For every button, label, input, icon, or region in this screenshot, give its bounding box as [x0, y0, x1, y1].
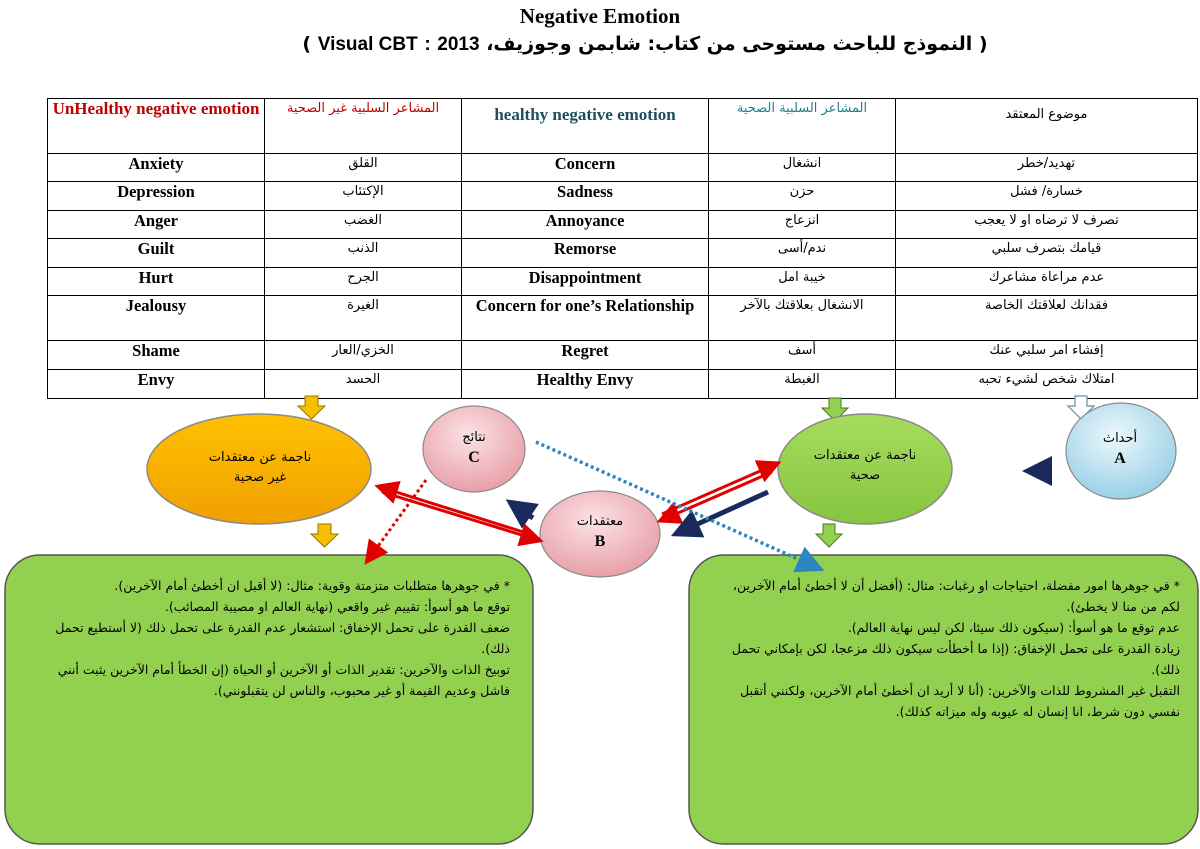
cell-topic: امتلاك شخص لشيء تحبه: [896, 370, 1198, 399]
cell-unhealthy-ar: الغيرة: [265, 296, 462, 341]
subtitle-sep: :: [424, 34, 431, 55]
unhealthy-point-3: ضعف القدرة على تحمل الإخفاق: استشعار عدم القدرة على تحمل ذلك (لا أستطيع تحمل ذلك).: [55, 620, 510, 656]
cell-topic: فقدانك لعلاقتك الخاصة: [896, 296, 1198, 341]
cell-unhealthy-en: Envy: [48, 370, 265, 399]
header-healthy-ar: المشاعر السلبية الصحية: [709, 99, 896, 154]
cell-healthy-en: Remorse: [462, 239, 709, 268]
beliefs-label: [555, 512, 645, 552]
cell-healthy-en: Annoyance: [462, 211, 709, 239]
healthy-point-4: التقبل غير المشروط للذات والآخرين: (أنا لا أريد ان أخطئ أمام الآخرين، ولكنني أتقبل نفسي دون شرط، انا إنسان له عيوبه وله ميزاته كذلك).: [740, 683, 1180, 719]
header-healthy-en: healthy negative emotion: [462, 99, 709, 154]
cell-topic: تهديد/خطر: [896, 154, 1198, 182]
beliefs-letter: B: [594, 533, 606, 550]
cell-healthy-ar: الانشغال بعلاقتك بالآخر: [709, 296, 896, 341]
cell-unhealthy-en: Guilt: [48, 239, 265, 268]
cell-healthy-ar: الغبطة: [709, 370, 896, 399]
cell-unhealthy-ar: الذنب: [265, 239, 462, 268]
unhealthy-box-text: [30, 575, 510, 701]
header-unhealthy-ar: المشاعر السلبية غير الصحية: [265, 99, 462, 154]
cell-unhealthy-ar: الحسد: [265, 370, 462, 399]
unhealthy-beliefs-label: [170, 448, 350, 488]
cell-unhealthy-en: Anxiety: [48, 154, 265, 182]
header-unhealthy-en: UnHealthy negative emotion: [48, 99, 265, 154]
healthy-beliefs-label: [790, 446, 940, 486]
page-title: Negative Emotion: [519, 4, 681, 28]
cell-unhealthy-ar: القلق: [265, 154, 462, 182]
cell-unhealthy-ar: الخزي/العار: [265, 341, 462, 370]
events-label: [1075, 429, 1165, 469]
cell-healthy-en: Sadness: [462, 182, 709, 211]
cell-unhealthy-ar: الإكتئاب: [265, 182, 462, 211]
cell-healthy-ar: خيبة امل: [709, 268, 896, 296]
subtitle-year: 2013: [437, 34, 480, 55]
cell-healthy-en: Disappointment: [462, 268, 709, 296]
cell-topic: عدم مراعاة مشاعرك: [896, 268, 1198, 296]
cell-unhealthy-en: Anger: [48, 211, 265, 239]
cell-topic: تصرف لا ترضاه او لا يعجب: [896, 211, 1198, 239]
cell-healthy-ar: ندم/أسى: [709, 239, 896, 268]
unhealthy-beliefs-line1: ناجمة عن معتقدات: [208, 450, 312, 465]
cell-topic: قيامك بتصرف سلبي: [896, 239, 1198, 268]
unhealthy-point-4: توبيخ الذات والآخرين: تقدير الذات أو الآخرين أو الحياة (إن الخطأ أمام الآخرين يثبت أنني فاشل وعديم القيمة أو غير محبوب، والناس لن يتقبلونني).: [57, 662, 510, 698]
subtitle-paren-close: ): [302, 33, 312, 55]
down-arrow-orange: [298, 396, 325, 419]
consequences-label: [434, 428, 514, 468]
unhealthy-point-2: توقع ما هو أسوأ: تقييم غير واقعي (نهاية العالم او مصيبة المصائب).: [164, 599, 510, 614]
cell-healthy-ar: انشغال: [709, 154, 896, 182]
cell-unhealthy-en: Depression: [48, 182, 265, 211]
cell-unhealthy-en: Jealousy: [48, 296, 265, 341]
cell-healthy-ar: أسف: [709, 341, 896, 370]
cell-healthy-en: Concern: [462, 154, 709, 182]
events-text: أحداث: [1102, 431, 1138, 446]
events-letter: A: [1114, 450, 1126, 467]
healthy-beliefs-line2: صحية: [849, 468, 881, 483]
cell-healthy-en: Healthy Envy: [462, 370, 709, 399]
unhealthy-point-1: * في جوهرها متطلبات متزمتة وقوية: مثال: (لا أقبل ان أخطئ أمام الآخرين).: [114, 578, 510, 593]
subtitle-arabic: النموذج للباحث مستوحى من كتاب: شابمن وجوزيف،: [486, 33, 973, 55]
cell-topic: إفشاء امر سلبي عنك: [896, 341, 1198, 370]
cell-healthy-en: Concern for one’s Relationship: [462, 296, 709, 341]
unhealthy-beliefs-line2: غير صحية: [233, 470, 287, 485]
healthy-point-1: * في جوهرها امور مفضلة، احتياجات او رغبات: مثال: (أفضل أن لا أخطئ أمام الآخرين، لكم من منا لا يخطئ).: [732, 578, 1180, 614]
healthy-point-2: عدم توقع ما هو أسوأ: (سيكون ذلك سيئا، لكن ليس نهاية العالم).: [847, 620, 1180, 635]
cell-topic: خسارة/ فشل: [896, 182, 1198, 211]
subtitle-book: Visual CBT: [317, 34, 418, 55]
subtitle-paren-open: (: [978, 33, 988, 55]
cell-healthy-en: Regret: [462, 341, 709, 370]
cell-unhealthy-en: Shame: [48, 341, 265, 370]
header-topic-ar: موضوع المعتقد: [896, 99, 1198, 154]
cell-unhealthy-en: Hurt: [48, 268, 265, 296]
down-arrow-green-bottom: [816, 524, 842, 547]
navy-arrow-beliefs-to-consequences: [514, 505, 533, 518]
cell-healthy-ar: حزن: [709, 182, 896, 211]
cell-healthy-ar: انزعاج: [709, 211, 896, 239]
consequences-letter: C: [468, 449, 480, 466]
cell-unhealthy-ar: الجرح: [265, 268, 462, 296]
consequences-text: نتائج: [462, 430, 486, 445]
healthy-box-text: [712, 575, 1180, 722]
beliefs-text: معتقدات: [576, 514, 624, 529]
down-arrow-orange-bottom: [311, 524, 338, 547]
cell-unhealthy-ar: الغضب: [265, 211, 462, 239]
healthy-point-3: زيادة القدرة على تحمل الإخفاق: (إذا ما أخطأت سيكون ذلك مزعجا، لكن بإمكاني تحمل ذلك).: [731, 641, 1180, 677]
healthy-beliefs-line1: ناجمة عن معتقدات: [813, 448, 917, 463]
red-arrow-unhealthy-to-beliefs: [382, 492, 538, 540]
